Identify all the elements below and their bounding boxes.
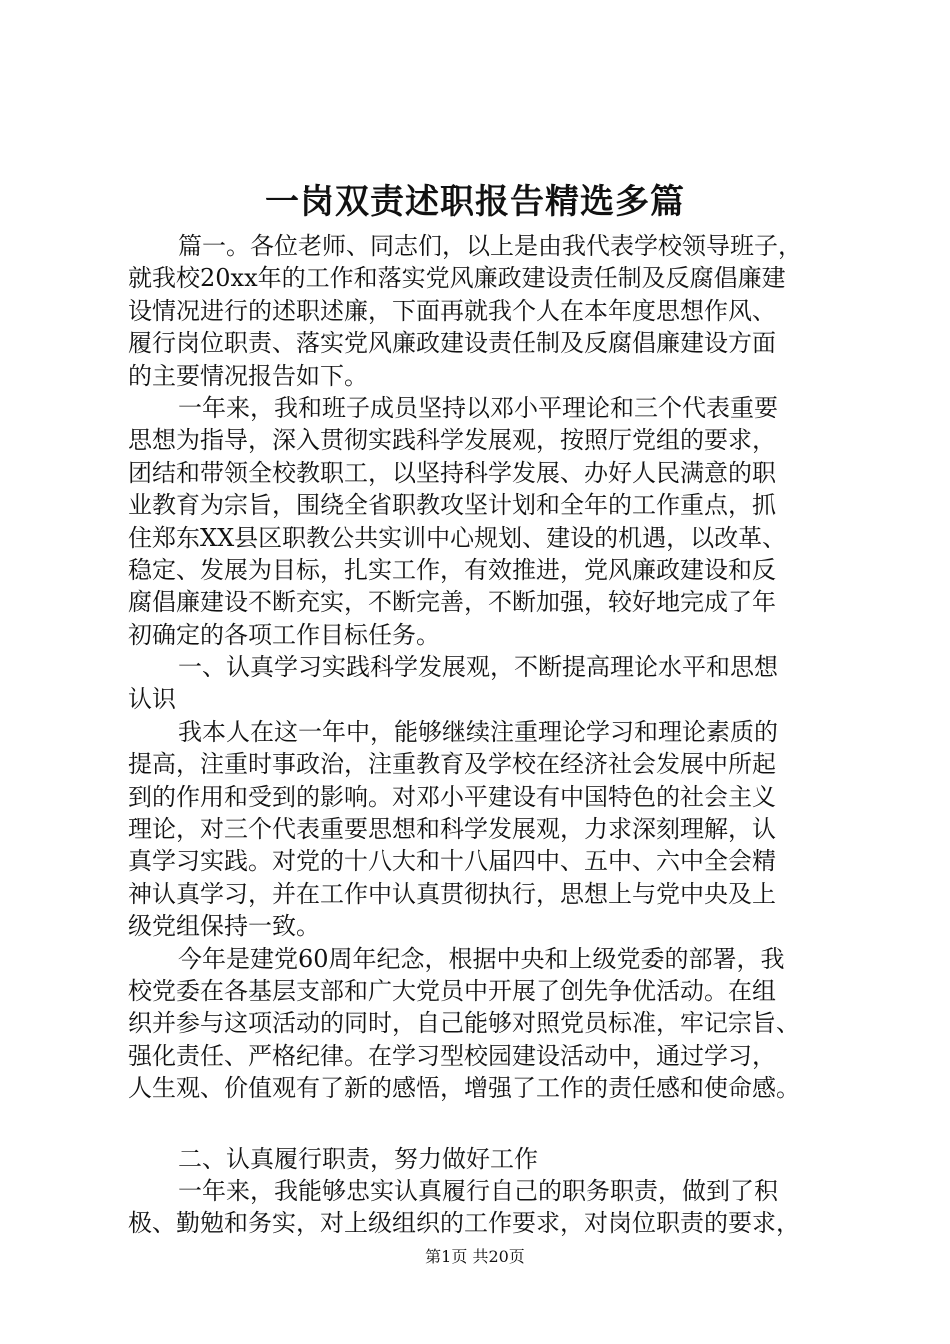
text-line: 团结和带领全校教职工，以坚持科学发展、办好人民满意的职 (128, 458, 776, 487)
text-line: 提高，注重时事政治，注重教育及学校在经济社会发展中所起 (128, 750, 776, 779)
text-line: 设情况进行的述职述廉，下面再就我个人在本年度思想作风、 (128, 296, 776, 325)
text-line: 履行岗位职责、落实党风廉政建设责任制及反腐倡廉建设方面 (128, 329, 776, 358)
text-line: 神认真学习，并在工作中认真贯彻执行，思想上与党中央及上 (128, 879, 776, 908)
text-line: 腐倡廉建设不断充实，不断完善，不断加强，较好地完成了年 (128, 588, 776, 617)
page-footer: 第1页 共20页 (425, 1247, 525, 1266)
text-line: 我本人在这一年中，能够继续注重理论学习和理论素质的 (178, 717, 778, 746)
text-line: 人生观、价值观有了新的感悟，增强了工作的责任感和使命感。 (128, 1074, 800, 1103)
section-heading: 认识 (128, 685, 176, 714)
text-line: 篇一。各位老师、同志们，以上是由我代表学校领导班子， (178, 232, 802, 260)
text-line: 校党委在各基层支部和广大党员中开展了创先争优活动。在组 (128, 976, 776, 1005)
text-line: 一年来，我和班子成员坚持以邓小平理论和三个代表重要 (178, 393, 778, 422)
text-line: 初确定的各项工作目标任务。 (128, 620, 440, 649)
text-line: 就我校20xx年的工作和落实党风廉政建设责任制及反腐倡廉建 (128, 264, 786, 293)
text-line: 的主要情况报告如下。 (128, 361, 368, 390)
paragraph-gap (128, 1105, 840, 1143)
text-line: 真学习实践。对党的十八大和十八届四中、五中、六中全会精 (128, 847, 776, 876)
text-line: 住郑东XX县区职教公共实训中心规划、建设的机遇，以改革、 (128, 523, 787, 552)
text-line: 织并参与这项活动的同时，自己能够对照党员标准，牢记宗旨、 (128, 1009, 800, 1038)
document-title: 一岗双责述职报告精选多篇 (265, 182, 685, 222)
text-line: 一年来，我能够忠实认真履行自己的职务职责，做到了积 (178, 1176, 778, 1205)
section-heading: 一、认真学习实践科学发展观，不断提高理论水平和思想 (178, 653, 778, 682)
text-line: 业教育为宗旨，围绕全省职教攻坚计划和全年的工作重点，抓 (128, 491, 776, 520)
text-line: 稳定、发展为目标，扎实工作，有效推进，党风廉政建设和反 (128, 555, 776, 584)
text-line: 级党组保持一致。 (128, 912, 320, 941)
text-line: 今年是建党60周年纪念，根据中央和上级党委的部署，我 (178, 944, 785, 973)
text-line: 思想为指导，深入贯彻实践科学发展观，按照厅党组的要求， (128, 426, 776, 455)
text-line: 到的作用和受到的影响。对邓小平建设有中国特色的社会主义 (128, 782, 776, 811)
text-line: 强化责任、严格纪律。在学习型校园建设活动中，通过学习， (128, 1041, 776, 1070)
text-line: 极、勤勉和务实，对上级组织的工作要求，对岗位职责的要求， (128, 1209, 800, 1238)
section-heading: 二、认真履行职责，努力做好工作 (178, 1144, 538, 1173)
text-line: 理论，对三个代表重要思想和科学发展观，力求深刻理解，认 (128, 815, 776, 844)
document-body (128, 230, 840, 1240)
